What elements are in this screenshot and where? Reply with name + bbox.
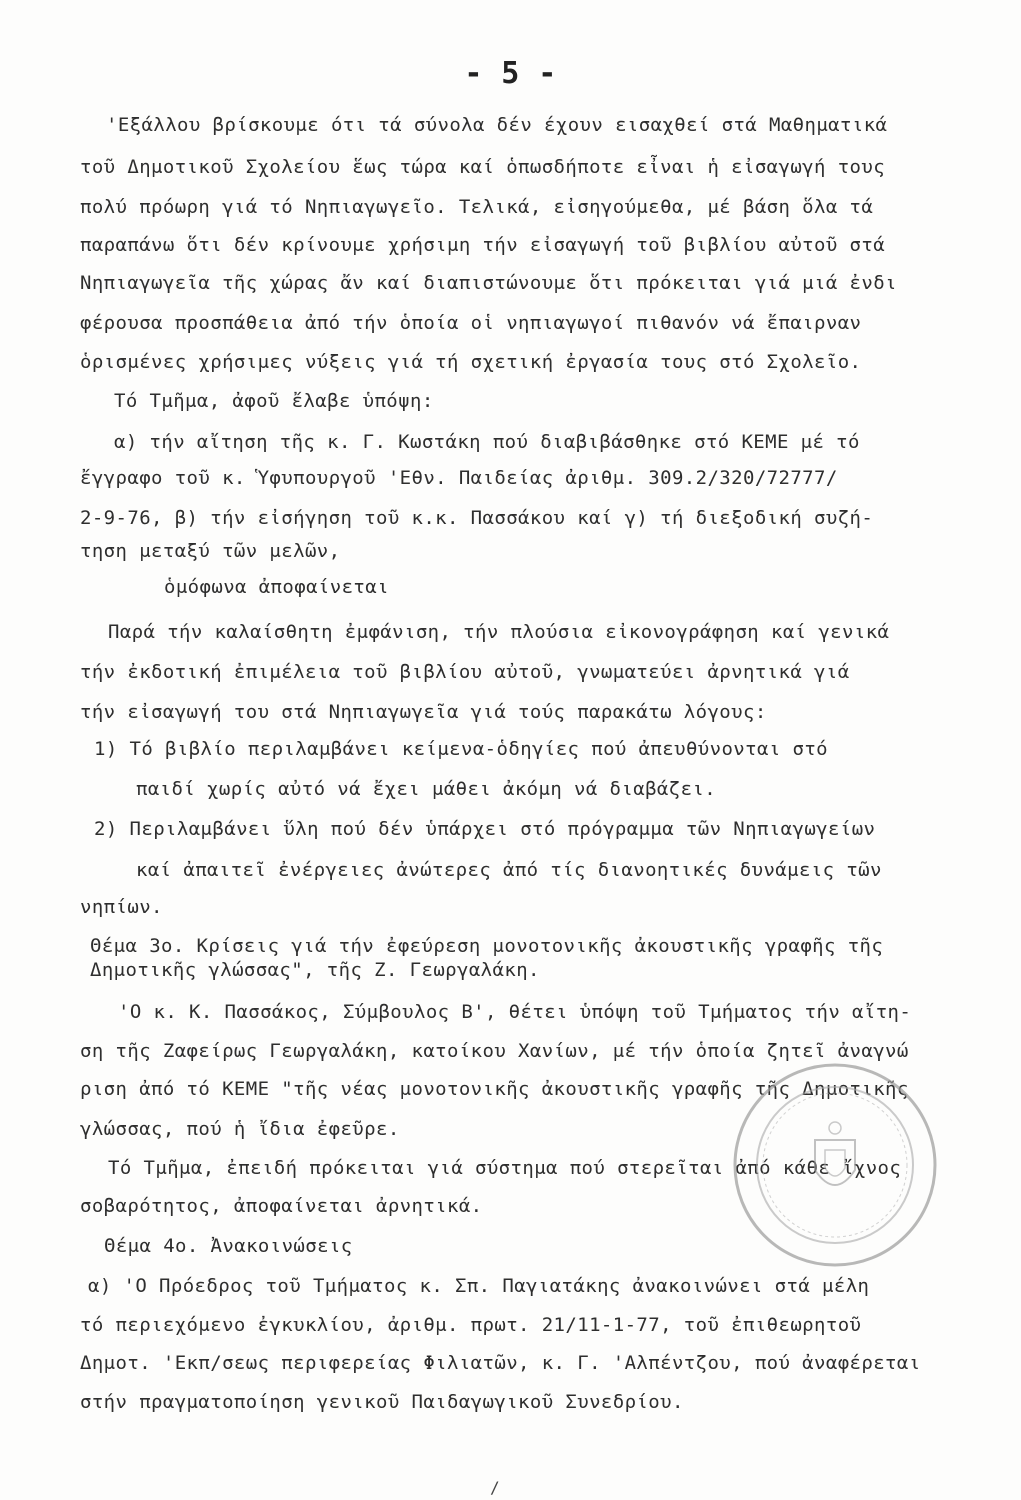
text-line: γλώσσας, πού ἡ ἴδια ἐφεῦρε. — [80, 1118, 400, 1140]
text-line: ἔγγραφο τοῦ κ. Ὑφυπουργοῦ 'Εθν. Παιδείας ἀριθμ. 309.2/320/72777/ — [80, 467, 838, 489]
text-line: παραπάνω ὅτι δέν κρίνουμε χρήσιμη τήν εἰσαγωγή τοῦ βιβλίου αὐτοῦ στά — [80, 234, 886, 256]
text-line: στήν πραγματοποίηση γενικοῦ Παιδαγωγικοῦ Συνεδρίου. — [80, 1391, 684, 1413]
section-heading: Θέμα 4ο. Ἀνακοινώσεις — [104, 1235, 353, 1257]
text-line: α) 'Ο Πρόεδρος τοῦ Τμήματος κ. Σπ. Παγιατάκης ἀνακοινώνει στά μέλη — [88, 1275, 870, 1297]
text-line: νηπίων. — [80, 896, 163, 918]
list-item-continuation: παιδί χωρίς αὐτό νά ἔχει μάθει ἀκόμη νά διαβάζει. — [136, 778, 717, 800]
text-line: τήν εἰσαγωγή του στά Νηπιαγωγεῖα γιά τούς παρακάτω λόγους: — [80, 701, 767, 723]
text-line: ὁρισμένες χρήσιμες νύξεις γιά τή σχετική ἐργασία τους στό Σχολεῖο. — [80, 351, 862, 373]
list-item-continuation: καί ἀπαιτεῖ ἐνέργειες ἀνώτερες ἀπό τίς διανοητικές δυνάμεις τῶν — [136, 859, 882, 881]
section-heading: Θέμα 3ο. Κρίσεις γιά τήν ἐφεύρεση μονοτονικῆς ἀκουστικῆς γραφῆς τῆς — [90, 935, 884, 957]
heading-decision: ὁμόφωνα ἀποφαίνεται — [164, 576, 389, 598]
text-line: τηση μεταξύ τῶν μελῶν, — [80, 540, 341, 562]
text-line: α) τήν αἴτηση τῆς κ. Γ. Κωστάκη πού διαβιβάσθηκε στό ΚΕΜΕ μέ τό — [114, 431, 860, 453]
text-line: 'Ο κ. Κ. Πασσάκος, Σύμβουλος Β', θέτει ὑπόψη τοῦ Τμήματος τήν αἴτη- — [118, 1001, 912, 1023]
text-line: Τό Τμῆμα, ἐπειδή πρόκειται γιά σύστημα πού στερεῖται ἀπό κάθε ἴχνος — [108, 1157, 902, 1179]
text-line: 'Εξάλλου βρίσκουμε ότι τά σύνολα δέν έχουν εισαχθεί στά Μαθηματικά — [106, 114, 888, 136]
text-line: τήν ἐκδοτική ἐπιμέλεια τοῦ βιβλίου αὐτοῦ, γνωματεύει ἀρνητικά γιά — [80, 661, 850, 683]
text-line: πολύ πρόωρη γιά τό Νηπιαγωγεῖο. Τελικά, εἰσηγούμεθα, μέ βάση ὅλα τά — [80, 196, 874, 218]
text-line: σοβαρότητος, ἀποφαίνεται ἀρνητικά. — [80, 1195, 483, 1217]
text-line: φέρουσα προσπάθεια ἀπό τήν ὁποία οἱ νηπιαγωγοί πιθανόν νά ἔπαιρναν — [80, 312, 862, 334]
text-line: Τό Τμῆμα, ἀφοῦ ἔλαβε ὑπόψη: — [114, 390, 434, 412]
text-line: 2-9-76, β) τήν εἰσήγηση τοῦ κ.κ. Πασσάκου καί γ) τή διεξοδική συζή- — [80, 507, 874, 529]
text-line: ριση ἀπό τό ΚΕΜΕ "τῆς νέας μονοτονικῆς ἀκουστικῆς γραφῆς τῆς Δημοτικῆς — [80, 1078, 909, 1100]
text-line: Δημοτ. 'Εκπ/σεως περιφερείας Φιλιατῶν, κ. Γ. 'Αλπέντζου, πού ἀναφέρεται — [80, 1352, 921, 1374]
text-line: Δημοτικῆς γλώσσας", τῆς Ζ. Γεωργαλάκη. — [90, 959, 540, 981]
page-number: - 5 - — [464, 56, 557, 91]
text-line: Νηπιαγωγεῖα τῆς χώρας ἄν καί διαπιστώνουμε ὅτι πρόκειται γιά μιά ἐνδι — [80, 272, 897, 294]
text-line: τό περιεχόμενο ἐγκυκλίου, ἀριθμ. πρωτ. 21/11-1-77, τοῦ ἐπιθεωρητοῦ — [80, 1314, 862, 1336]
official-seal-stamp — [730, 1060, 940, 1270]
list-item: 1) Τό βιβλίο περιλαμβάνει κείμενα-ὁδηγίες πού ἀπευθύνονται στό — [94, 738, 829, 760]
text-line: τοῦ Δημοτικοῦ Σχολείου ἕως τώρα καί ὁπωσδήποτε εἶναι ἡ εἰσαγωγή τους — [80, 156, 886, 178]
text-line: ση τῆς Ζαφείρως Γεωργαλάκη, κατοίκου Χανίων, μέ τήν ὁποία ζητεῖ ἀναγνώ — [80, 1040, 909, 1062]
list-item: 2) Περιλαμβάνει ὕλη πού δέν ὑπάρχει στό πρόγραμμα τῶν Νηπιαγωγείων — [94, 818, 876, 840]
bottom-mark: / — [490, 1478, 501, 1497]
text-line: Παρά τήν καλαίσθητη ἐμφάνιση, τήν πλούσια εἰκονογράφηση καί γενικά — [108, 621, 890, 643]
